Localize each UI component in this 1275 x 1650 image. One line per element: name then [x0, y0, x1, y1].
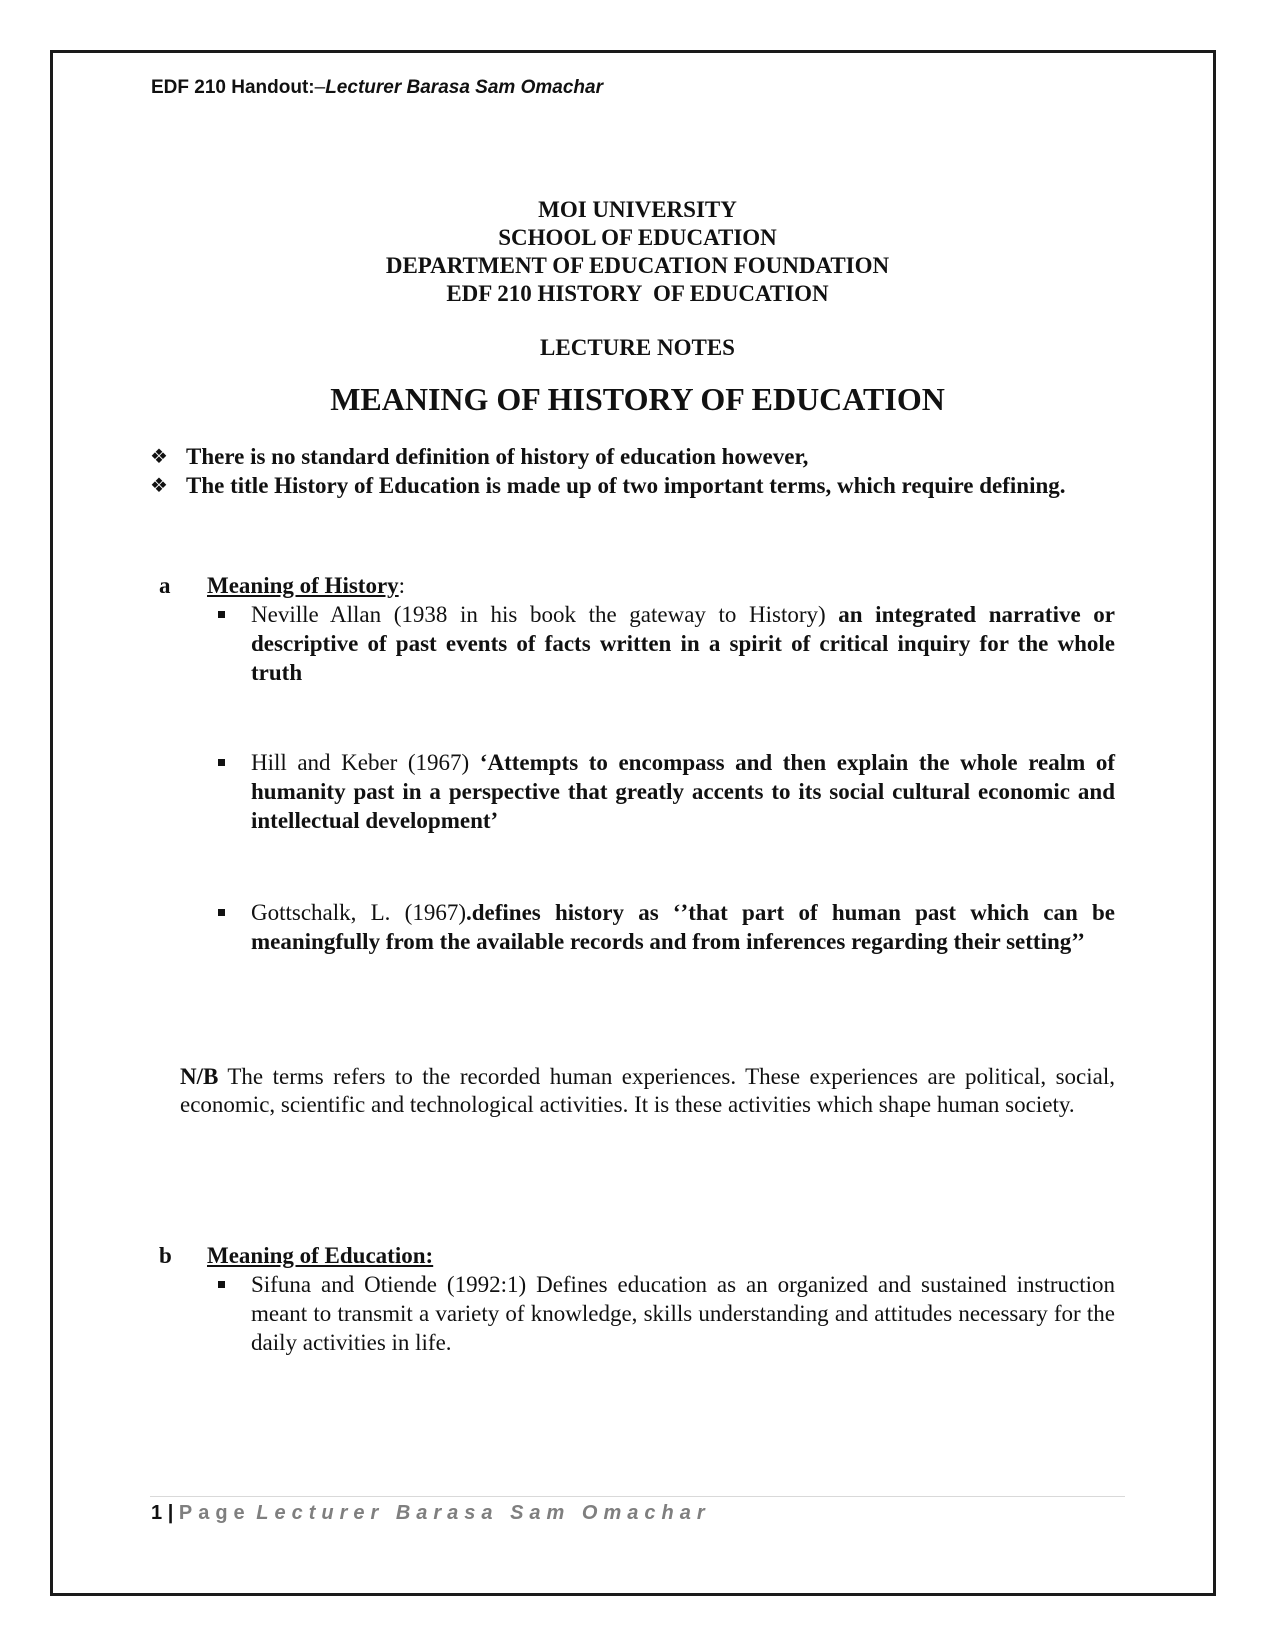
- square-bullet-icon: [218, 909, 225, 916]
- title-block: [150, 196, 1125, 308]
- footer-divider: [150, 1496, 1125, 1497]
- citation: Gottschalk, L. (1967): [251, 900, 466, 925]
- school-name: SCHOOL OF EDUCATION: [498, 225, 777, 250]
- intro-point-text: The title History of Education is made up of two important terms, which require defining.: [186, 473, 1066, 498]
- citation: Hill and Keber (1967): [251, 750, 480, 775]
- running-header: [151, 77, 603, 99]
- citation: Neville Allan (1938 in his book the gateway to History): [251, 602, 839, 627]
- nb-note: [180, 1063, 1115, 1119]
- footer-divider-bar: |: [167, 1502, 174, 1524]
- list-item: [218, 898, 1115, 956]
- nb-label: N/B: [180, 1064, 219, 1089]
- section-b-heading-text: Meaning of Education:: [207, 1243, 434, 1268]
- nb-text: The terms refers to the recorded human experiences. These experiences are political, social, economic, scientific and technological activities. It is these activities which shape human society.: [180, 1064, 1115, 1117]
- section-b-letter: b: [159, 1243, 172, 1268]
- square-bullet-icon: [218, 759, 225, 766]
- header-lecturer: Lecturer Barasa Sam Omachar: [325, 77, 603, 98]
- intro-list: [150, 442, 1105, 500]
- intro-point: [150, 442, 1105, 471]
- department-name: DEPARTMENT OF EDUCATION FOUNDATION: [385, 253, 890, 278]
- header-course: EDF 210 Handout:: [151, 77, 315, 98]
- diamond-bullet-icon: ❖: [150, 444, 168, 468]
- intro-point: [150, 471, 1105, 500]
- definition: .defines history as ‘’that part of human past which can be meaningfully from the available records and from inferences regarding their setting’’: [251, 900, 1115, 954]
- page-label: Page: [178, 1502, 251, 1524]
- definition: ‘Attempts to encompass and then explain the whole realm of humanity past in a perspective that greatly accents to its social cultural economic and intellectual development’: [251, 750, 1115, 833]
- section-a-heading-colon: :: [398, 573, 406, 598]
- section-a-heading-text: Meaning of History: [207, 573, 399, 598]
- section-a-letter: a: [159, 573, 171, 598]
- course-title: EDF 210 HISTORY OF EDUCATION: [446, 281, 829, 306]
- diamond-bullet-icon: ❖: [150, 473, 168, 497]
- footer-lecturer: Lecturer Barasa Sam Omachar: [256, 1502, 711, 1524]
- section-a-heading: [207, 573, 405, 599]
- page-footer: [151, 1502, 711, 1525]
- definition: Sifuna and Otiende (1992:1) Defines education as an organized and sustained instruction meant to transmit a variety of knowledge, skills understanding and attitudes necessary for the daily activities in life.: [251, 1272, 1115, 1355]
- page-title: MEANING OF HISTORY OF EDUCATION: [330, 381, 945, 417]
- list-item: [218, 748, 1115, 835]
- lecture-notes-label: LECTURE NOTES: [540, 335, 735, 360]
- square-bullet-icon: [218, 611, 225, 618]
- definition: an integrated narrative or descriptive of past events of facts written in a spirit of critical inquiry for the whole truth: [251, 602, 1115, 685]
- section-b-heading: [207, 1243, 433, 1269]
- list-item: [218, 600, 1115, 687]
- university-name: MOI UNIVERSITY: [538, 197, 737, 222]
- list-item: [218, 1270, 1115, 1357]
- header-separator: –: [314, 77, 326, 98]
- intro-point-text: There is no standard definition of history of education however,: [186, 444, 809, 469]
- page-number: 1: [151, 1502, 163, 1524]
- square-bullet-icon: [218, 1281, 225, 1288]
